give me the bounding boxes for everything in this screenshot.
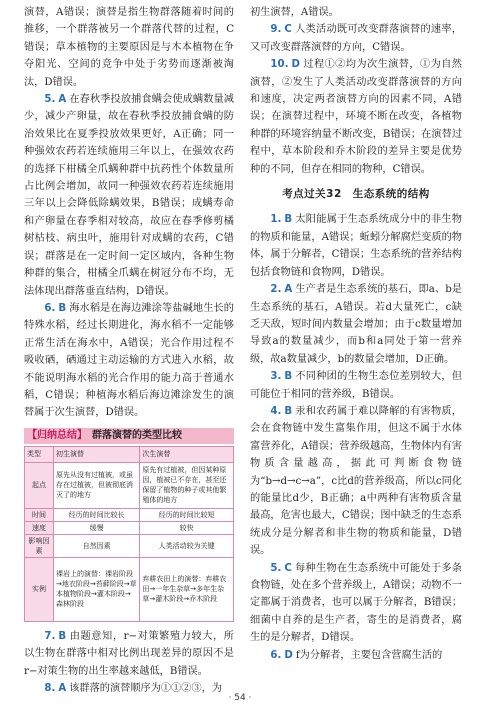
table-header: 类型 — [25, 446, 54, 462]
table-cell: 经历的时间比较短 — [140, 508, 234, 521]
item-answer: B — [58, 630, 67, 642]
table-header: 初生演替 — [54, 446, 140, 462]
table-cell: 原先有过植被，但因某种原因，植被已不存在，甚至还保留了植物的种子或其他繁殖体的地方 — [140, 462, 234, 508]
table-cell: 较快 — [140, 521, 234, 534]
item-answer: B — [284, 405, 293, 417]
paragraph-continued: 初生演替，A错误。 — [250, 7, 339, 18]
item-number: 9. — [270, 24, 282, 36]
table-row-label: 影响因素 — [25, 534, 54, 557]
item-explanation: 人类活动既可改变群落演替的速率，又可改变群落演替的方向，C错误。 — [250, 24, 462, 53]
table-row — [25, 534, 234, 557]
succession-comparison-table — [24, 446, 234, 622]
item-explanation: 该群落的演替顺序为①①②③，为 — [69, 682, 223, 694]
section-title: 考点过关32 生态系统的结构 — [282, 188, 430, 201]
answer-item-5b — [250, 560, 462, 647]
answer-item-6b — [250, 647, 462, 664]
item-number: 1. — [270, 214, 282, 226]
item-explanation: 在春秋季投放捕食螨会使成螨数量减少，减少产卵量，故在春秋季投放捕食螨的防治效果比在夏季投放效果更好，A正确；同一种强效农药若连续施用三年以上，在强效农药的选择下柑橘全爪螨种群中抗药性个体数量所占比例会增加，故同一种强效农药若连续施用三年以上会降低除螨效果，B错误；成螨寿命和产卵量在春季相对较高，故应在春季修剪橘树枯枝、病虫叶，施用针对成螨的农药，C错误；群落是在一定时间一定区域内，各种生物种群的集合，柑橘全爪螨在树冠分布不均，无法体现出群落垂直结构，D错误。 — [24, 94, 234, 297]
answer-item-5 — [24, 91, 234, 300]
item-number: 5. — [44, 94, 56, 106]
summary-header — [24, 428, 234, 444]
table-row-label: 实例 — [25, 557, 54, 621]
item-number: 4. — [270, 405, 282, 417]
table-cell: 人类活动较为关键 — [140, 534, 234, 557]
item-number: 5. — [270, 562, 282, 574]
item-explanation: 不同种团的生物生态位差别较大，但可能位于相同的营养级，B错误。 — [250, 371, 462, 400]
table-cell: 原先从没有过植被，或虽存在过植被，但被彻底消灭了的地方 — [54, 462, 140, 508]
table-header-row — [25, 446, 234, 462]
table-row-label: 起点 — [25, 462, 54, 508]
item-answer: B — [58, 302, 67, 314]
item-number: 2. — [270, 284, 282, 296]
item-answer: B — [284, 371, 293, 383]
answer-item-4 — [250, 403, 462, 560]
paragraph-continued: 演替，A错误；演替是指生物群落随着时间的推移，一个群落被另一个群落代替的过程，C错误；草本植物的主要原因是与木本植物在争夺阳光、空间的竞争中处于劣势而逐渐被淘汰，D错误。 — [24, 7, 234, 88]
table-row — [25, 521, 234, 534]
item-explanation: 过程①②均为次生演替，①为自然演替，②发生了人类活动改变群落演替的方向和速度，决定两者演替方向的因素不同，A错误；在演替过程中，环境不断在改变，各植物种群的环境容纳量不断改变，B错误；在演替过程中，草本阶段和乔木阶段的差异主要是优势种的不同，但存在相同的物种，C错误。 — [250, 59, 462, 175]
item-answer: D — [291, 59, 300, 71]
answer-item-3 — [250, 368, 462, 403]
page-number: · 54 · — [228, 693, 252, 703]
answer-item-6 — [24, 300, 234, 422]
item-answer: B — [284, 214, 293, 226]
left-column — [24, 4, 234, 697]
table-cell: 弃耕农田上的演替：弃耕农田→一年生杂草→多年生杂草→灌木阶段→乔木阶段 — [140, 557, 234, 621]
item-explanation: 海水稻是在海边滩涂等盐碱地生长的特殊水稻，经过长期进化，海水稻不一定能够正常生活在海水中，A错误；光合作用过程不吸收硒，硒通过主动运输的方式进入水稻，故不能说明海水稻的光合作用的能力高于普通水稻，C错误；种植海水稻后海边滩涂发生的演替属于次生演替，D错误。 — [24, 302, 234, 419]
answer-item-7 — [24, 628, 234, 680]
table-cell: 经历的时间比较长 — [54, 508, 140, 521]
table-header: 次生演替 — [140, 446, 234, 462]
item-explanation: 汞和农药属于难以降解的有害物质，会在食物链中发生富集作用，但这不属于水体富营养化，A错误；营养级越高，生物体内有害物质含量越高，据此可判断食物链为“b→d→c→a”，c比d的营养级高，所以c同化的能量比d少，B正确；a中两种有害物质含量最高，危害也最大，C错误；图中缺乏的生态系统成分是分解者和非生物的物质和能量，D错误。 — [250, 405, 462, 557]
item-explanation: f为分解者，主要包含营腐生活的 — [295, 649, 443, 661]
table-cell: 裸岩上的演替：裸岩阶段→地衣阶段→苔藓阶段→草本植物阶段→灌木阶段→森林阶段 — [54, 557, 140, 621]
answer-item-2 — [250, 281, 462, 368]
item-number: 6. — [44, 302, 56, 314]
item-number: 6. — [270, 649, 282, 661]
answer-item-1 — [250, 211, 462, 281]
item-explanation: 由题意知，r−对策繁殖力较大，所以生物在群落中相对比例出现差异的原因不是r−对策生物的出生率越来越低，B错误。 — [24, 630, 234, 677]
right-column — [250, 4, 462, 664]
answer-item-10 — [250, 56, 462, 178]
table-row-label: 时间 — [25, 508, 54, 521]
answer-item-9 — [250, 21, 462, 56]
table-cell: 自然因素 — [54, 534, 140, 557]
item-answer: D — [284, 649, 293, 661]
item-explanation: 生产者是生态系统的基石，即a、b是生态系统的基石，A错误。若d大量死亡，c缺乏天敌，短时间内数量会增加；由于c数量增加导致a的数量减少，而b和a同处于第一营养级，故a数量减少，b的数量会增加，D正确。 — [250, 284, 462, 365]
item-explanation: 太阳能属于生态系统成分中的非生物的物质和能量，A错误；蚯蚓分解腐烂变质的物体，属于分解者，C错误；生态系统的营养结构包括食物链和食物网，D错误。 — [250, 214, 462, 278]
summary-title: 群落演替的类型比较 — [92, 430, 182, 442]
table-row-label: 速度 — [25, 521, 54, 534]
item-number: 7. — [44, 630, 56, 642]
item-number: 8. — [44, 682, 56, 694]
item-number: 3. — [270, 371, 282, 383]
table-row — [25, 462, 234, 508]
table-cell: 缓慢 — [54, 521, 140, 534]
item-answer: C — [284, 562, 292, 574]
item-number: 10. — [270, 59, 289, 71]
item-answer: A — [58, 94, 67, 106]
summary-tag: 【归纳总结】 — [27, 430, 87, 442]
table-row — [25, 557, 234, 621]
item-answer: C — [284, 24, 292, 36]
table-row — [25, 508, 234, 521]
item-explanation: 每种生物在生态系统中可能处于多条食物链，处在多个营养级上，A错误；动物不一定都属于消费者，也可以属于分解者，B错误；细菌中自养的是生产者，寄生的是消费者，腐生的是分解者，D错误。 — [250, 562, 462, 644]
item-answer: A — [58, 682, 67, 694]
item-answer: A — [284, 284, 293, 296]
